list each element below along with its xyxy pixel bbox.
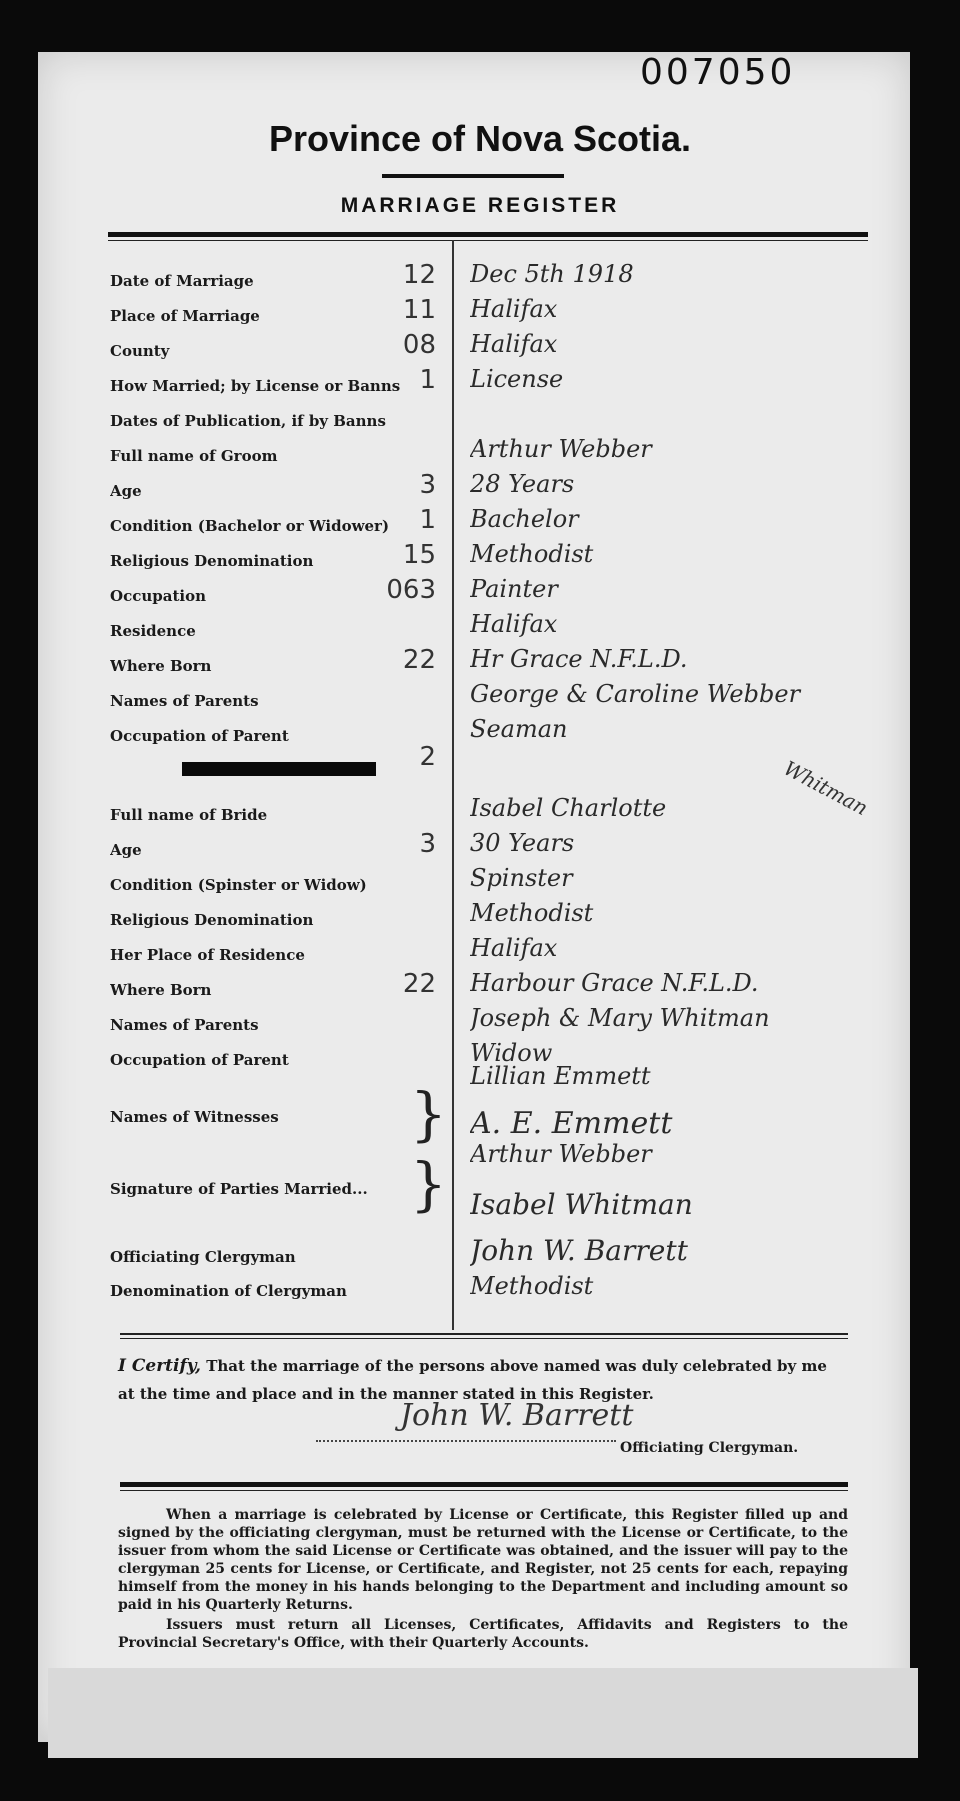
header-rule-thin [108, 240, 868, 241]
groom-field-value: Dec 5th 1918 [470, 260, 634, 288]
groom-label: Occupation of Parent [110, 727, 289, 745]
bride-label: Age [110, 841, 142, 859]
groom-field-code: 08 [402, 330, 436, 360]
paper-lower-edge [48, 1668, 918, 1758]
groom-label: County [110, 342, 170, 360]
bride-field-value: Spinster [470, 864, 573, 892]
column-divider [452, 240, 454, 1330]
bride-signature: Isabel Whitman [470, 1188, 693, 1221]
witness-1: Lillian Emmett [470, 1062, 651, 1090]
denomination-clergy-value: Methodist [470, 1272, 594, 1300]
bride-label: Religious Denomination [110, 911, 314, 929]
groom-field-code: 063 [386, 575, 436, 605]
groom-field-value: Halifax [470, 610, 558, 638]
groom-field-code: 1 [419, 365, 436, 395]
bride-field-value: 30 Years [470, 829, 575, 857]
certify-top-rule [120, 1333, 848, 1335]
marginal-surname: Whitman [779, 755, 872, 821]
instructions-paragraph: When a marriage is celebrated by License or Certificate, this Register filled up and signed by the officiating clergyman, must be returned with the License or Certificate, to the issuer from whom the said License or Certificate was obtained, and the issuer will pay to the clergyman 25 cents for License, or Certificate, and Register, not 25 cents for each, repaying himself from the money in his hands belonging to the Department and including amount so paid in his Quarterly Returns. [118, 1507, 848, 1613]
groom-field-value: Bachelor [470, 505, 579, 533]
groom-field-value: Arthur Webber [470, 435, 652, 463]
groom-label: Full name of Groom [110, 447, 278, 465]
groom-label: Age [110, 482, 142, 500]
bride-field-value: Joseph & Mary Whitman [470, 1004, 770, 1032]
groom-field-value: License [470, 365, 564, 393]
document-number: 007050 [640, 52, 796, 93]
groom-field-value: George & Caroline Webber [470, 680, 801, 708]
notes-rule [120, 1482, 848, 1487]
denomination-clergy-label: Denomination of Clergyman [110, 1282, 347, 1300]
clergyman-value: John W. Barrett [470, 1234, 688, 1267]
groom-label: Where Born [110, 657, 212, 675]
bride-label: Full name of Bride [110, 806, 268, 824]
groom-signature: Arthur Webber [470, 1140, 652, 1168]
clergyman-signature: John W. Barrett [400, 1398, 634, 1433]
groom-field-value: Seaman [470, 715, 568, 743]
title-underline [382, 174, 564, 178]
certify-lead: I Certify, [118, 1356, 201, 1376]
signatures-brace: } [410, 1150, 447, 1218]
groom-label: Religious Denomination [110, 552, 314, 570]
bride-field-value: Methodist [470, 899, 594, 927]
groom-field-value: Halifax [470, 330, 558, 358]
bride-label: Where Born [110, 981, 212, 999]
bride-field-value: Halifax [470, 934, 558, 962]
groom-field-code: 12 [402, 260, 436, 290]
certify-body: That the marriage of the persons above named was duly celebrated by me at the time and place and in the manner stated in this Register. [118, 1357, 827, 1403]
groom-field-value: Painter [470, 575, 558, 603]
notes-rule-thin [120, 1490, 848, 1491]
bride-field-value: Isabel Charlotte [470, 794, 667, 822]
groom-field-value: 28 Years [470, 470, 575, 498]
section-divider-bar [182, 762, 376, 776]
clergyman-label: Officiating Clergyman [110, 1248, 296, 1266]
header-rule [108, 232, 868, 237]
groom-label: Date of Marriage [110, 272, 254, 290]
groom-field-code: 11 [402, 295, 436, 325]
bride-label: Names of Parents [110, 1016, 259, 1034]
groom-field-value: Hr Grace N.F.L.D. [470, 645, 688, 673]
bride-field-code: 3 [419, 829, 436, 859]
bride-field-value: Widow [470, 1039, 553, 1067]
bride-field-code: 22 [402, 969, 436, 999]
witnesses-label: Names of Witnesses [110, 1108, 279, 1126]
groom-label: Condition (Bachelor or Widower) [110, 517, 390, 535]
issuers-paragraph: Issuers must return all Licenses, Certificates, Affidavits and Registers to the Provincial Secretary's Office, with their Quarterly Accounts. [118, 1617, 848, 1651]
bride-label: Occupation of Parent [110, 1051, 289, 1069]
signatures-label: Signature of Parties Married... [110, 1180, 368, 1198]
groom-field-value: Halifax [470, 295, 558, 323]
groom-field-code: 1 [419, 505, 436, 535]
groom-label: Occupation [110, 587, 206, 605]
bride-label: Her Place of Residence [110, 946, 305, 964]
page-title: Province of Nova Scotia. [268, 118, 692, 159]
groom-label: Residence [110, 622, 196, 640]
bride-label: Condition (Spinster or Widow) [110, 876, 367, 894]
bride-section-code: 2 [419, 742, 436, 772]
groom-label: Names of Parents [110, 692, 259, 710]
groom-label: Dates of Publication, if by Banns [110, 412, 386, 430]
bride-field-value: Harbour Grace N.F.L.D. [470, 969, 759, 997]
groom-field-code: 3 [419, 470, 436, 500]
groom-field-code: 15 [402, 540, 436, 570]
certify-top-rule-thin [120, 1338, 848, 1339]
form-subtitle: MARRIAGE REGISTER [340, 194, 620, 217]
groom-label: How Married; by License or Banns [110, 377, 401, 395]
groom-label: Place of Marriage [110, 307, 260, 325]
groom-field-code: 22 [402, 645, 436, 675]
officiating-clergyman-caption: Officiating Clergyman. [620, 1440, 799, 1456]
signature-line [316, 1440, 616, 1442]
groom-field-value: Methodist [470, 540, 594, 568]
witness-2: A. E. Emmett [470, 1106, 673, 1141]
witnesses-brace: } [410, 1080, 447, 1148]
